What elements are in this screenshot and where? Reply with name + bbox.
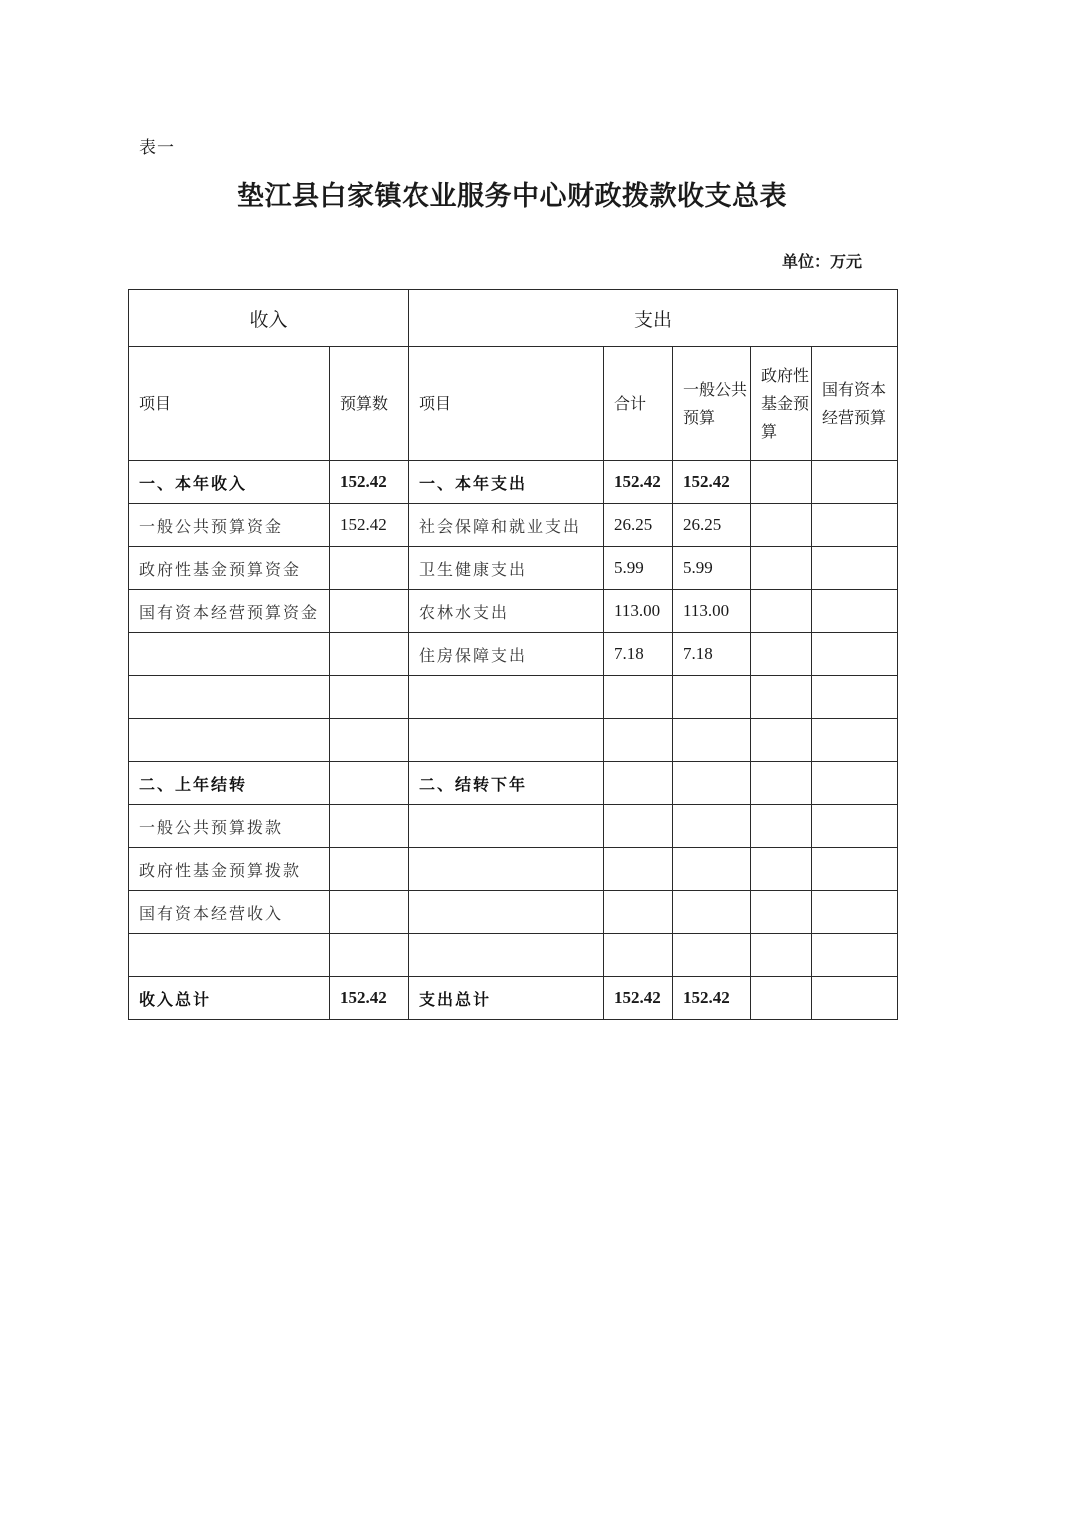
expense-item-cell: 住房保障支出 bbox=[409, 633, 604, 676]
general-public-cell bbox=[673, 848, 751, 891]
table-row bbox=[129, 805, 898, 848]
table-row bbox=[129, 590, 898, 633]
expense-item-cell: 社会保障和就业支出 bbox=[409, 504, 604, 547]
income-item-cell: 政府性基金预算资金 bbox=[129, 547, 330, 590]
total-cell bbox=[604, 762, 673, 805]
state-capital-cell bbox=[812, 762, 898, 805]
income-item-cell: 一般公共预算资金 bbox=[129, 504, 330, 547]
general-public-cell bbox=[673, 762, 751, 805]
income-item-cell: 一般公共预算拨款 bbox=[129, 805, 330, 848]
table-row bbox=[129, 934, 898, 977]
income-item-cell: 国有资本经营预算资金 bbox=[129, 590, 330, 633]
table-row bbox=[129, 762, 898, 805]
state-capital-cell bbox=[812, 891, 898, 934]
state-capital-cell bbox=[812, 805, 898, 848]
income-budget-cell: 152.42 bbox=[330, 504, 409, 547]
general-public-cell: 5.99 bbox=[673, 547, 751, 590]
expense-item-cell bbox=[409, 891, 604, 934]
income-expense-table bbox=[128, 289, 898, 1020]
income-budget-cell bbox=[330, 676, 409, 719]
state-capital-cell bbox=[812, 504, 898, 547]
state-capital-cell bbox=[812, 934, 898, 977]
total-cell: 5.99 bbox=[604, 547, 673, 590]
unit-label: 单位：万元 bbox=[782, 252, 863, 271]
expense-item-cell: 卫生健康支出 bbox=[409, 547, 604, 590]
income-budget-header: 预算数 bbox=[330, 347, 409, 461]
income-budget-cell bbox=[330, 934, 409, 977]
expense-item-cell: 一、本年支出 bbox=[409, 461, 604, 504]
column-header-row bbox=[129, 347, 898, 461]
total-cell: 7.18 bbox=[604, 633, 673, 676]
total-cell bbox=[604, 805, 673, 848]
income-group-header: 收入 bbox=[129, 290, 409, 347]
gov-fund-cell bbox=[751, 848, 812, 891]
general-public-cell bbox=[673, 891, 751, 934]
state-capital-cell bbox=[812, 676, 898, 719]
gov-fund-cell bbox=[751, 977, 812, 1020]
table-row bbox=[129, 848, 898, 891]
general-public-cell: 152.42 bbox=[673, 977, 751, 1020]
table-row bbox=[129, 633, 898, 676]
total-cell bbox=[604, 848, 673, 891]
income-budget-cell bbox=[330, 805, 409, 848]
income-item-header: 项目 bbox=[129, 347, 330, 461]
total-cell bbox=[604, 934, 673, 977]
general-public-cell bbox=[673, 805, 751, 848]
expense-item-cell bbox=[409, 719, 604, 762]
income-item-cell bbox=[129, 633, 330, 676]
income-budget-cell bbox=[330, 719, 409, 762]
income-item-cell bbox=[129, 934, 330, 977]
table-row bbox=[129, 461, 898, 504]
general-public-cell bbox=[673, 676, 751, 719]
expense-item-cell bbox=[409, 676, 604, 719]
expense-item-cell bbox=[409, 805, 604, 848]
general-public-cell bbox=[673, 934, 751, 977]
expense-item-header: 项目 bbox=[409, 347, 604, 461]
income-budget-cell bbox=[330, 590, 409, 633]
state-capital-cell bbox=[812, 719, 898, 762]
table-row bbox=[129, 891, 898, 934]
expense-item-cell bbox=[409, 934, 604, 977]
expense-group-header: 支出 bbox=[409, 290, 898, 347]
state-capital-cell bbox=[812, 461, 898, 504]
total-cell: 26.25 bbox=[604, 504, 673, 547]
general-public-cell: 26.25 bbox=[673, 504, 751, 547]
income-budget-cell bbox=[330, 633, 409, 676]
income-item-cell: 一、本年收入 bbox=[129, 461, 330, 504]
income-item-cell bbox=[129, 719, 330, 762]
table-row bbox=[129, 977, 898, 1020]
state-capital-header: 国有资本经营预算 bbox=[812, 347, 898, 461]
income-budget-cell bbox=[330, 848, 409, 891]
income-item-cell: 政府性基金预算拨款 bbox=[129, 848, 330, 891]
gov-fund-cell bbox=[751, 590, 812, 633]
total-header: 合计 bbox=[604, 347, 673, 461]
gov-fund-cell bbox=[751, 934, 812, 977]
total-cell: 113.00 bbox=[604, 590, 673, 633]
total-cell bbox=[604, 676, 673, 719]
state-capital-cell bbox=[812, 633, 898, 676]
table-row bbox=[129, 676, 898, 719]
income-item-cell bbox=[129, 676, 330, 719]
total-cell: 152.42 bbox=[604, 461, 673, 504]
general-public-header: 一般公共预算 bbox=[673, 347, 751, 461]
state-capital-cell bbox=[812, 547, 898, 590]
expense-item-cell: 支出总计 bbox=[409, 977, 604, 1020]
total-cell bbox=[604, 719, 673, 762]
gov-fund-cell bbox=[751, 633, 812, 676]
general-public-cell: 152.42 bbox=[673, 461, 751, 504]
income-item-cell: 二、上年结转 bbox=[129, 762, 330, 805]
state-capital-cell bbox=[812, 977, 898, 1020]
gov-fund-cell bbox=[751, 461, 812, 504]
document-title: 垫江县白家镇农业服务中心财政拨款收支总表 bbox=[237, 181, 787, 212]
income-budget-cell: 152.42 bbox=[330, 461, 409, 504]
gov-fund-cell bbox=[751, 676, 812, 719]
income-budget-cell: 152.42 bbox=[330, 977, 409, 1020]
general-public-cell: 7.18 bbox=[673, 633, 751, 676]
group-header-row bbox=[129, 290, 898, 347]
gov-fund-cell bbox=[751, 805, 812, 848]
expense-item-cell bbox=[409, 848, 604, 891]
general-public-cell bbox=[673, 719, 751, 762]
table-row bbox=[129, 547, 898, 590]
total-cell: 152.42 bbox=[604, 977, 673, 1020]
gov-fund-cell bbox=[751, 762, 812, 805]
income-item-cell: 国有资本经营收入 bbox=[129, 891, 330, 934]
gov-fund-cell bbox=[751, 547, 812, 590]
income-budget-cell bbox=[330, 891, 409, 934]
table-row bbox=[129, 504, 898, 547]
total-cell bbox=[604, 891, 673, 934]
general-public-cell: 113.00 bbox=[673, 590, 751, 633]
gov-fund-cell bbox=[751, 891, 812, 934]
state-capital-cell bbox=[812, 590, 898, 633]
table-label: 表一 bbox=[139, 138, 175, 158]
gov-fund-header: 政府性基金预算 bbox=[751, 347, 812, 461]
income-budget-cell bbox=[330, 762, 409, 805]
expense-item-cell: 二、结转下年 bbox=[409, 762, 604, 805]
gov-fund-cell bbox=[751, 504, 812, 547]
table-row bbox=[129, 719, 898, 762]
gov-fund-cell bbox=[751, 719, 812, 762]
state-capital-cell bbox=[812, 848, 898, 891]
expense-item-cell: 农林水支出 bbox=[409, 590, 604, 633]
income-item-cell: 收入总计 bbox=[129, 977, 330, 1020]
income-budget-cell bbox=[330, 547, 409, 590]
